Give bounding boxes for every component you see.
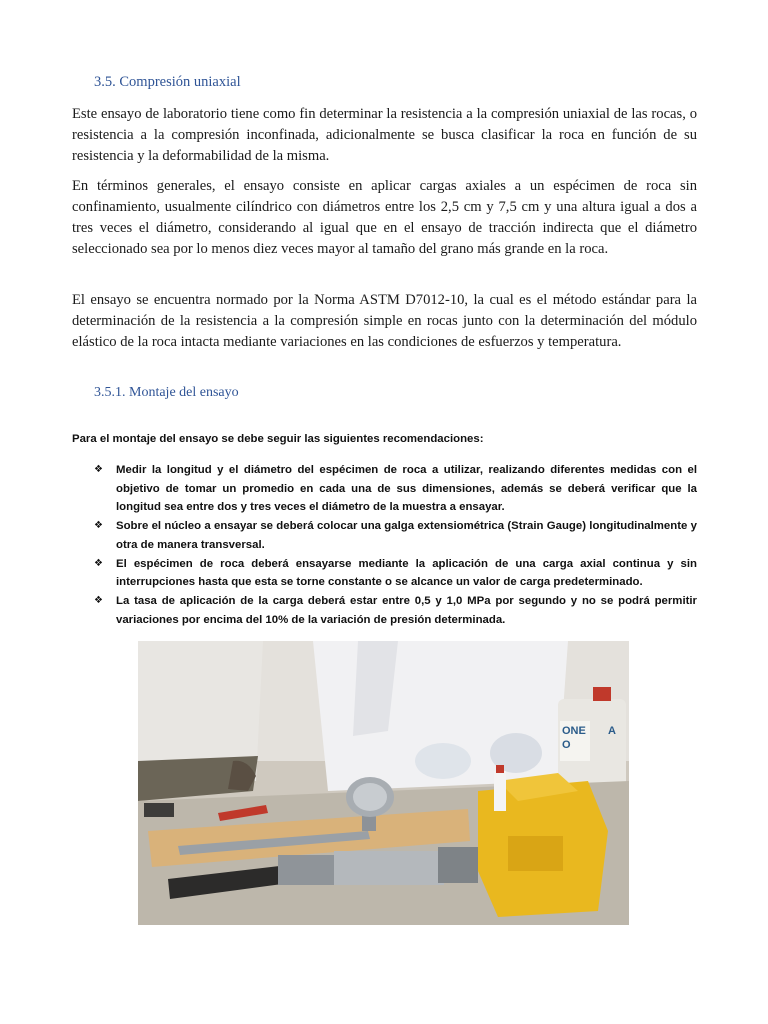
list-item (94, 555, 697, 592)
section-heading: 3.5. Compresión uniaxial (94, 74, 241, 90)
list-item-text: Medir la longitud y el diámetro del espécimen de roca a utilizar, realizando diferentes medidas con el objetivo de tomar un promedio en cada una de sus dimensiones, además se deberá verificar que la longitud sea entre dos y tres veces el diámetro de la muestra a ensayar. (116, 464, 697, 514)
can-label-text: A (608, 725, 616, 737)
list-item (94, 592, 697, 629)
list-item (94, 517, 697, 554)
list-item (94, 461, 697, 517)
list-item-text: El espécimen de roca deberá ensayarse mediante la aplicación de una carga axial continua y sin interrupciones hasta que esta se torne constante o se alcance un valor de carga predeterminado. (116, 557, 697, 589)
can-label-text: ONE (562, 725, 586, 737)
diamond-bullet-icon: ❖ (94, 464, 103, 475)
can-label-text: O (562, 739, 571, 751)
list-item-text: Sobre el núcleo a ensayar se deberá colocar una galga extensiométrica (Strain Gauge) longitudinalmente y otra de manera transversal. (116, 520, 697, 551)
recommendations-intro: Para el montaje del ensayo se debe seguir las siguientes recomendaciones: (72, 433, 484, 445)
diamond-bullet-icon: ❖ (94, 520, 103, 532)
paragraph-2: En términos generales, el ensayo consiste en aplicar cargas axiales a un espécimen de roca sin confinamiento, usualmente cilíndrico con diámetros entre los 2,5 cm y 7,5 cm y una altura igual a dos a tres veces el diámetro, considerando al igual que en el ensayo de tracción indirecta que el diámetro seleccionado sea por lo menos diez veces mayor al tamaño del grano más grande en la roca. (72, 178, 697, 257)
paragraph-1: Este ensayo de laboratorio tiene como fin determinar la resistencia a la compresión uniaxial de las rocas, o resistencia a la compresión inconfinada, adicionalmente se busca clasificar la roca en función de su resistencia y la deformabilidad de la misma. (72, 106, 697, 164)
lab-equipment-photo (138, 641, 629, 925)
recommendations-list (94, 461, 697, 629)
list-item-text: La tasa de aplicación de la carga deberá estar entre 0,5 y 1,0 MPa por segundo y no se podrá permitir variaciones por encima del 10% de la variación de presión determinada. (116, 594, 697, 626)
diamond-bullet-icon: ❖ (94, 594, 103, 606)
subsection-heading: 3.5.1. Montaje del ensayo (94, 385, 239, 400)
paragraph-3: El ensayo se encuentra normado por la Norma ASTM D7012-10, la cual es el método estándar para la determinación de la resistencia a la compresión simple en rocas junto con la determinación del módulo elástico de la roca intacta mediante variaciones en las condiciones de esfuerzos y temperatura. (72, 292, 697, 350)
diamond-bullet-icon: ❖ (94, 557, 103, 569)
